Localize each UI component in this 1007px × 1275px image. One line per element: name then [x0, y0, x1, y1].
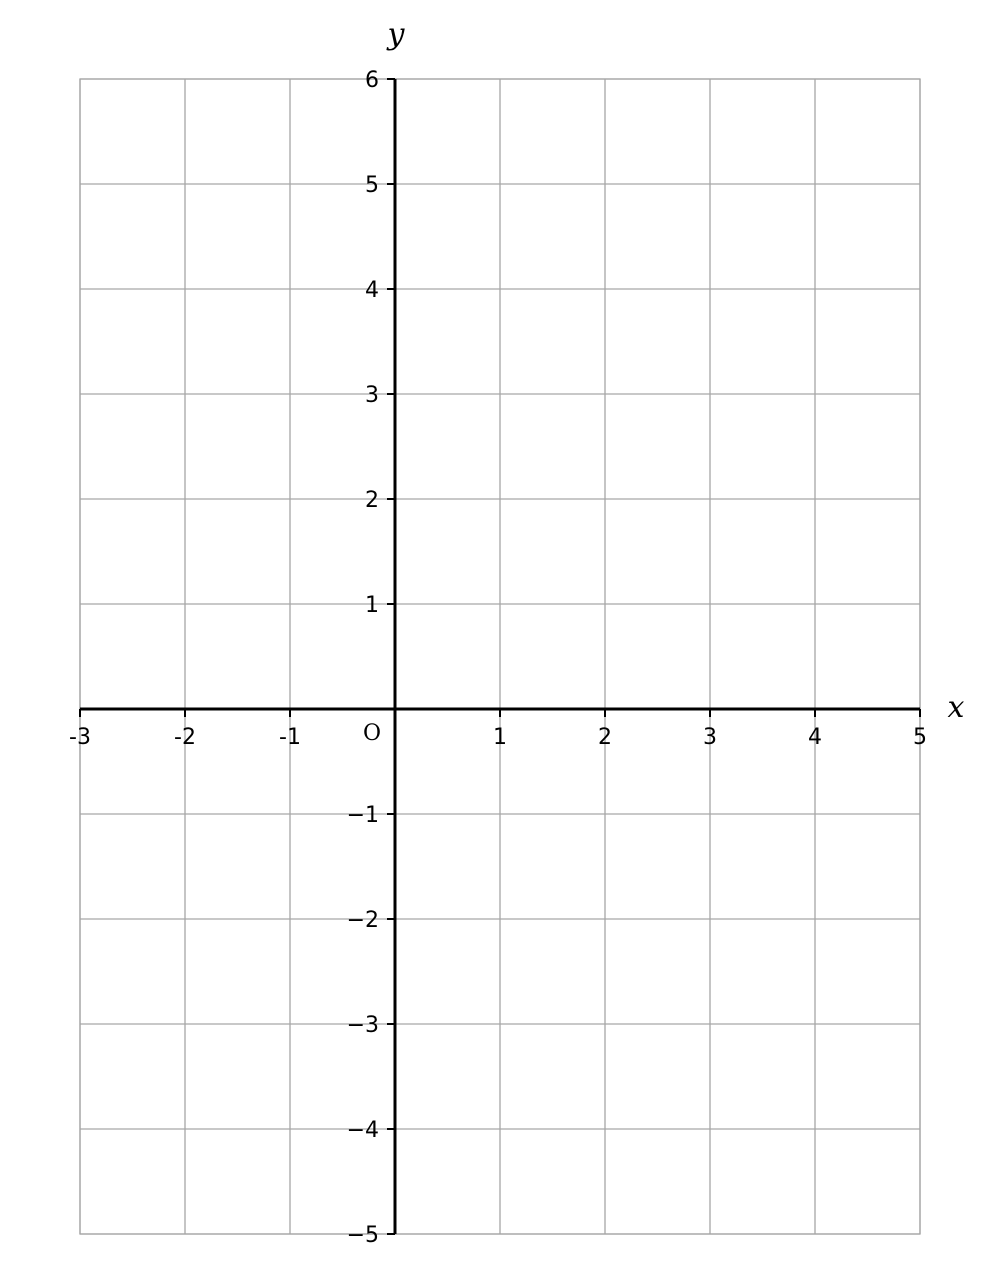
grid	[80, 79, 920, 1234]
origin-label: O	[362, 721, 382, 746]
x-tick-label: 5	[913, 725, 927, 750]
x-tick-label: 4	[808, 725, 822, 750]
x-tick-label: 3	[703, 725, 717, 750]
y-tick-label: −3	[346, 1013, 379, 1038]
y-tick-label: 4	[365, 278, 379, 303]
x-tick-label: 1	[493, 725, 507, 750]
y-tick-label: −1	[346, 803, 379, 828]
x-tick-label: -1	[279, 725, 301, 750]
x-tick-label: -2	[174, 725, 196, 750]
x-axis-label: x	[947, 690, 965, 725]
y-tick-label: −5	[346, 1223, 379, 1248]
y-tick-label: 6	[365, 68, 379, 93]
y-tick-label: −2	[346, 908, 379, 933]
y-tick-label: −4	[346, 1118, 379, 1143]
y-tick-label: 5	[365, 173, 379, 198]
y-tick-label: 2	[365, 488, 379, 513]
y-tick-label: 1	[365, 593, 379, 618]
y-axis-label: y	[387, 17, 405, 52]
x-tick-label: 2	[598, 725, 612, 750]
y-tick-label: 3	[365, 383, 379, 408]
x-tick-label: -3	[69, 725, 91, 750]
ticks	[69, 68, 927, 1248]
